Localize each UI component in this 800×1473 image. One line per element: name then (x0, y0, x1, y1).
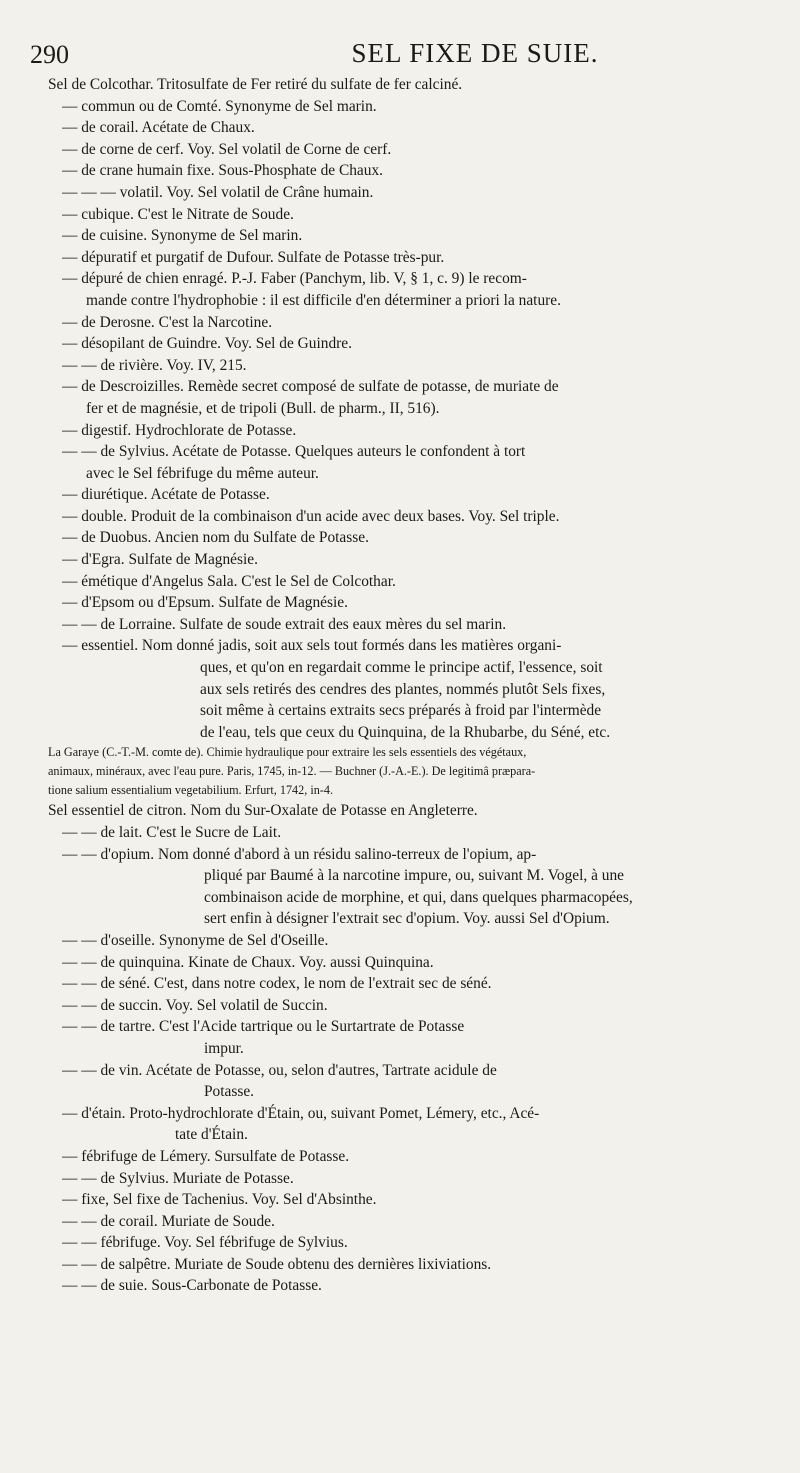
entry-line: de l'eau, tels que ceux du Quinquina, de la Rhubarbe, du Séné, etc. (200, 723, 611, 741)
entry-line: — — de Lorraine. Sulfate de soude extrait des eaux mères du sel marin. (62, 615, 507, 633)
reference-line: animaux, minéraux, avec l'eau pure. Paris, 1745, in-12. — Buchner (J.-A.-E.). De legitimâ præpara- (48, 764, 536, 779)
entry-line: — d'étain. Proto-hydrochlorate d'Étain, ou, suivant Pomet, Lémery, etc., Acé- (62, 1104, 540, 1122)
entry-line: — — de suie. Sous-Carbonate de Potasse. (62, 1277, 322, 1295)
dictionary-entries (0, 74, 800, 1297)
entry-line: — — — volatil. Voy. Sel volatil de Crâne humain. (62, 183, 374, 201)
reference-line: La Garaye (C.-T.-M. comte de). Chimie hydraulique pour extraire les sels essentiels des végétaux, (48, 745, 527, 760)
entry-line: — double. Produit de la combinaison d'un acide avec deux bases. Voy. Sel triple. (62, 507, 560, 525)
entry-line: — — fébrifuge. Voy. Sel fébrifuge de Sylvius. (62, 1234, 348, 1252)
entry-line: — d'Egra. Sulfate de Magnésie. (62, 551, 258, 569)
entry-line: — — de lait. C'est le Sucre de Lait. (62, 824, 282, 841)
entry-line: aux sels retirés des cendres des plantes, nommés plutôt Sels fixes, (200, 680, 606, 698)
entry-line: — — d'opium. Nom donné d'abord à un résidu salino-terreux de l'opium, ap- (62, 845, 537, 863)
entry-line: — — de salpêtre. Muriate de Soude obtenu des dernières lixiviations. (62, 1255, 492, 1273)
entry-line: impur. (204, 1039, 244, 1057)
entry-line: Sel essentiel de citron. Nom du Sur-Oxalate de Potasse en Angleterre. (48, 802, 478, 820)
entry-line: soit même à certains extraits secs préparés à froid par l'intermède (200, 702, 602, 720)
entry-line: — dépuratif et purgatif de Dufour. Sulfate de Potasse très-pur. (62, 248, 445, 266)
entry-line: combinaison acide de morphine, et qui, dans quelques pharmacopées, (204, 888, 633, 906)
entry-line: — fébrifuge de Lémery. Sursulfate de Potasse. (62, 1147, 350, 1165)
entry-line: ques, et qu'on en regardait comme le principe actif, l'essence, soit (200, 659, 603, 677)
entry-line: — — de Sylvius. Muriate de Potasse. (62, 1169, 294, 1187)
entry-line: — désopilant de Guindre. Voy. Sel de Guindre. (62, 335, 352, 353)
page-number: 290 (30, 40, 69, 69)
entry-line: — d'Epsom ou d'Epsum. Sulfate de Magnésie. (62, 594, 348, 612)
entry-line: — — de séné. C'est, dans notre codex, le nom de l'extrait sec de séné. (62, 975, 492, 993)
entry-line: avec le Sel fébrifuge du même auteur. (86, 464, 319, 482)
entry-line: pliqué par Baumé à la narcotine impure, ou, suivant M. Vogel, à une (204, 867, 625, 885)
page-header (30, 38, 790, 70)
entry-line: — — de corail. Muriate de Soude. (62, 1212, 275, 1230)
entry-line: mande contre l'hydrophobie : il est difficile d'en déterminer a priori la nature. (86, 291, 561, 309)
entry-line: — — de Sylvius. Acétate de Potasse. Quelques auteurs le confondent à tort (62, 443, 526, 461)
entry-line: — — de rivière. Voy. IV, 215. (62, 356, 247, 374)
entry-line: — de Duobus. Ancien nom du Sulfate de Potasse. (62, 529, 369, 547)
entry-line: — de Derosne. C'est la Narcotine. (62, 313, 273, 331)
entry-line: — — de quinquina. Kinate de Chaux. Voy. aussi Quinquina. (62, 953, 434, 971)
entry-line: — de crane humain fixe. Sous-Phosphate de Chaux. (62, 162, 383, 180)
entry-line: — de Descroizilles. Remède secret composé de sulfate de potasse, de muriate de (62, 378, 559, 396)
entry-line: — digestif. Hydrochlorate de Potasse. (62, 421, 297, 439)
entry-line: sert enfin à désigner l'extrait sec d'opium. Voy. aussi Sel d'Opium. (204, 910, 610, 928)
reference-line: tione salium essentialium vegetabilium. Erfurt, 1742, in-4. (48, 783, 333, 798)
entry-line: — — de succin. Voy. Sel volatil de Succin. (62, 996, 328, 1014)
entry-line: — fixe, Sel fixe de Tachenius. Voy. Sel d'Absinthe. (62, 1191, 377, 1209)
entry-line: — cubique. C'est le Nitrate de Soude. (62, 205, 294, 223)
entry-line: Potasse. (204, 1083, 255, 1101)
entry-line: Sel de Colcothar. Tritosulfate de Fer retiré du sulfate de fer calciné. (48, 76, 463, 93)
entry-line: — émétique d'Angelus Sala. C'est le Sel de Colcothar. (62, 572, 396, 590)
entry-line: — commun ou de Comté. Synonyme de Sel marin. (62, 97, 377, 115)
entry-line: — essentiel. Nom donné jadis, soit aux sels tout formés dans les matières organi- (62, 637, 562, 655)
entry-line: — — d'oseille. Synonyme de Sel d'Oseille. (62, 931, 329, 949)
entry-line: — de corail. Acétate de Chaux. (62, 119, 255, 137)
entry-line: — de cuisine. Synonyme de Sel marin. (62, 227, 303, 245)
entry-line: fer et de magnésie, et de tripoli (Bull. de pharm., II, 516). (86, 399, 440, 417)
entry-line: — de corne de cerf. Voy. Sel volatil de Corne de cerf. (62, 140, 392, 158)
running-title: SEL FIXE DE SUIE. (351, 38, 599, 68)
entry-line: — — de vin. Acétate de Potasse, ou, selon d'autres, Tartrate acidule de (62, 1061, 497, 1079)
entry-line: — — de tartre. C'est l'Acide tartrique ou le Surtartrate de Potasse (62, 1018, 465, 1036)
entry-line: — diurétique. Acétate de Potasse. (62, 486, 270, 504)
entry-line: — dépuré de chien enragé. P.-J. Faber (Panchym, lib. V, § 1, c. 9) le recom- (62, 270, 527, 288)
entry-line: tate d'Étain. (175, 1126, 248, 1144)
